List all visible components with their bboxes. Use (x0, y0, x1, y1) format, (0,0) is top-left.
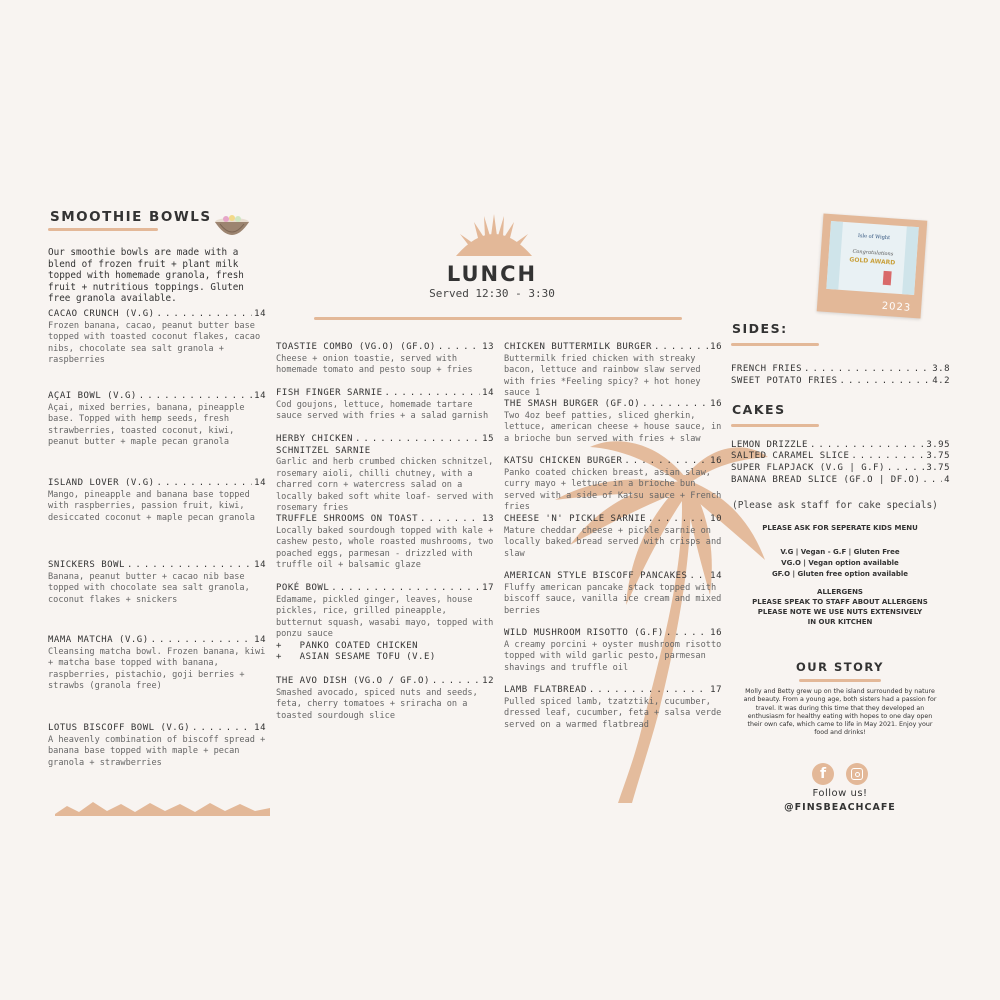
menu-item (731, 364, 950, 376)
menu-item-name-row (731, 376, 950, 388)
menu-item-description: Açai, mixed berries, banana, pineapple base. Topped with hemp seeds, fresh strawberries, toasted coconut, kiwi, peanut butter + maple pecan granola (48, 402, 245, 447)
menu-item-name-row (504, 685, 722, 697)
dot-leader (157, 478, 253, 490)
menu-item (731, 451, 950, 463)
menu-item-name: KATSU CHICKEN BURGER (504, 456, 623, 466)
allergens-line-3: IN OUR KITCHEN (807, 618, 873, 626)
smoothie-title: SMOOTHIE BOWLS (50, 209, 212, 225)
lunch-served: Served 12:30 - 3:30 (429, 287, 555, 300)
story-text: Molly and Betty grew up on the island surrounded by nature and beauty. From a young age, both sisters had a passion for travel. It was during this time that they developed an enthusiasm for healthy eating with hopes to one day open their own cafe, which came to life in May 2021. Enjoy your food and drinks! (743, 688, 937, 737)
menu-item (276, 342, 494, 377)
follow-us-text: Follow us! (812, 788, 868, 799)
menu-item-price: 12 (482, 676, 494, 686)
menu-item-price: 4 (944, 475, 950, 485)
menu-item-name: SALTED CARAMEL SLICE (731, 451, 850, 461)
menu-item-price: 15 (482, 434, 494, 444)
menu-item-extra: + PANKO COATED CHICKEN (276, 640, 419, 651)
menu-item-name-row (48, 309, 266, 321)
menu-item (48, 309, 266, 367)
menu-item-description: A heavenly combination of biscoff spread + banana base topped with maple + pecan granola + strawberries (48, 734, 266, 768)
kids-menu-note: PLEASE ASK FOR SEPERATE KIDS MENU (762, 524, 918, 532)
menu-item-description: Pulled spiced lamb, tzatztiki, cucumber, dressed leaf, cucumber, feta + salsa verde served on a warmed flatbread (504, 696, 722, 730)
menu-item-name: SUPER FLAPJACK (V.G | G.F) (731, 463, 885, 473)
menu-item-name: SWEET POTATO FRIES (731, 376, 838, 386)
dot-leader (851, 451, 924, 463)
menu-item (276, 434, 494, 515)
menu-item-name: WILD MUSHROOM RISOTTO (G.F) (504, 628, 664, 638)
menu-item-name-row (504, 456, 722, 468)
menu-item-name: TOASTIE COMBO (VG.O) (GF.O) (276, 342, 436, 352)
dot-leader (642, 399, 708, 411)
menu-item-description: Mature cheddar cheese + pickle sarnie on locally baked bread served with crisps and slaw (504, 525, 722, 559)
sun-icon (452, 212, 536, 258)
menu-item-price: 14 (254, 723, 266, 733)
menu-item-name-row (276, 434, 494, 446)
menu-item-name-row (276, 583, 494, 595)
dot-leader (355, 434, 480, 446)
menu-item (504, 399, 722, 445)
menu-item-description: Fluffy american pancake stack topped with biscoff sauce, vanilla ice cream and mixed berries (504, 582, 722, 616)
menu-item (276, 514, 494, 572)
menu-item-name-row (504, 571, 722, 583)
smoothie-underline (48, 228, 158, 231)
allergens-heading: ALLERGENS (817, 588, 863, 596)
award-line2: Congratulations (852, 248, 894, 258)
menu-item-name: CHEESE 'N' PICKLE SARNIE (504, 514, 647, 524)
menu-item-name-row (276, 514, 494, 526)
award-certificate (826, 221, 919, 295)
menu-item-price: 14 (710, 571, 722, 581)
dot-leader (385, 388, 481, 400)
menu-item-price: 13 (482, 342, 494, 352)
menu-item-price: 3.8 (932, 364, 950, 374)
menu-item (48, 723, 266, 769)
smoothie-intro: Our smoothie bowls are made with a blend of frozen fruit + plant milk topped with homemade granola, fresh fruit + nutritious toppings. Gluten free granola available. (48, 247, 244, 304)
menu-item-price: 17 (482, 583, 494, 593)
menu-item-name: HERBY CHICKEN (276, 434, 353, 444)
menu-item (504, 628, 722, 674)
sides-title: SIDES: (732, 321, 788, 336)
mountain-decoration (55, 798, 270, 818)
menu-item (731, 376, 950, 388)
menu-item (504, 685, 722, 731)
menu-item-description: Two 4oz beef patties, sliced gherkin, lettuce, american cheese + house sauce, in a brioche bun served with fries + slaw (504, 410, 722, 444)
dietary-key-1: V.G | Vegan - G.F | Gluten Free (780, 548, 900, 556)
menu-item-description: Cheese + onion toastie, served with homemade tomato and pesto soup + fries (276, 353, 473, 375)
award-polaroid (817, 213, 928, 318)
dot-leader (887, 463, 924, 475)
dietary-key-2: VG.O | Vegan option available (781, 559, 899, 567)
menu-item-name-row (276, 342, 494, 354)
menu-item-name-row (48, 723, 266, 735)
menu-item (731, 440, 950, 452)
menu-item-name: LAMB FLATBREAD (504, 685, 587, 695)
menu-item-name-row (731, 463, 950, 475)
menu-item-price: 3.75 (926, 463, 950, 473)
menu-item-price: 16 (710, 456, 722, 466)
menu-item-name-row (276, 676, 494, 688)
menu-item-name: BANANA BREAD SLICE (GF.O | DF.O) (731, 475, 921, 485)
instagram-icon[interactable] (846, 763, 868, 785)
menu-item-name-row (731, 364, 950, 376)
menu-item-name: AÇAI BOWL (V.G) (48, 391, 137, 401)
menu-item-name-row (731, 475, 950, 487)
menu-item-price: 3.75 (926, 451, 950, 461)
menu-item-description: Smashed avocado, spiced nuts and seeds, feta, cherry tomatoes + sriracha on a toasted sourdough slice (276, 687, 478, 721)
menu-item-price: 14 (254, 309, 266, 319)
menu-item-name: TRUFFLE SHROOMS ON TOAST (276, 514, 419, 524)
menu-item-name: LEMON DRIZZLE (731, 440, 808, 450)
dot-leader (589, 685, 708, 697)
menu-item-description: Panko coated chicken breast, asian slaw, curry mayo + lettuce in a brioche bun served with a side of Katsu sauce + French fries (504, 467, 722, 512)
menu-item-name: FRENCH FRIES (731, 364, 803, 374)
menu-item-name: ISLAND LOVER (V.G) (48, 478, 155, 488)
menu-item-price: 3.95 (926, 440, 950, 450)
menu-item-price: 14 (254, 560, 266, 570)
menu-item-name: SNICKERS BOWL (48, 560, 125, 570)
dot-leader (438, 342, 480, 354)
menu-item-price: 14 (482, 388, 494, 398)
menu-item-name-row (48, 560, 266, 572)
dot-leader (139, 391, 252, 403)
dot-leader (127, 560, 252, 572)
menu-item-name-row (504, 628, 722, 640)
menu-item-name-row (48, 391, 266, 403)
dot-leader (654, 342, 708, 354)
dot-leader (420, 514, 480, 526)
dot-leader (804, 364, 930, 376)
menu-item-price: 14 (254, 478, 266, 488)
story-underline (799, 679, 881, 682)
menu-item-name-row (48, 635, 266, 647)
menu-item-name: FISH FINGER SARNIE (276, 388, 383, 398)
menu-item-name: POKÉ BOWL (276, 583, 330, 593)
menu-item-price: 4.2 (932, 376, 950, 386)
menu-item-name-row (731, 440, 950, 452)
menu-item-price: 17 (710, 685, 722, 695)
menu-item (504, 342, 722, 400)
menu-item (48, 391, 266, 449)
menu-item-name: AMERICAN STYLE BISCOFF PANCAKES (504, 571, 688, 581)
menu-item-name-row (504, 514, 722, 526)
allergens-line-1: PLEASE SPEAK TO STAFF ABOUT ALLERGENS (752, 598, 928, 606)
menu-item-description: Cod goujons, lettuce, homemade tartare sauce served with fries + a salad garnish (276, 399, 489, 421)
dot-leader (922, 475, 942, 487)
menu-item-description: A creamy porcini + oyster mushroom risotto topped with wild garlic pesto, parmesan shavings and truffle oil (504, 639, 722, 673)
cakes-title: CAKES (732, 402, 786, 417)
menu-item (48, 635, 266, 693)
menu-item-description: Banana, peanut butter + cacao nib base topped with chocolate sea salt granola, coconut flakes + snickers (48, 571, 250, 605)
menu-item-name: THE AVO DISH (VG.O / GF.O) (276, 676, 430, 686)
sides-underline (731, 343, 819, 346)
menu-item (504, 571, 722, 617)
menu-item-name-row (731, 451, 950, 463)
smoothie-bowl-icon (212, 210, 252, 242)
menu-item-description: Garlic and herb crumbed chicken schnitzel, rosemary aioli, chilli chutney, with a charred corn + watercress salad on a locally baked soft white loaf- served with rosemary fries (276, 457, 494, 513)
dot-leader (810, 440, 924, 452)
award-year: 2023 (881, 300, 912, 314)
menu-item (48, 560, 266, 606)
menu-item-price: 10 (710, 514, 722, 524)
menu-item (504, 514, 722, 560)
menu-item-name-row (504, 342, 722, 354)
award-line3: GOLD AWARD (849, 256, 896, 267)
social-handle[interactable]: @FINSBEACHCAFE (784, 802, 896, 813)
menu-item (48, 478, 266, 524)
dietary-key-3: GF.O | Gluten free option available (771, 570, 909, 578)
menu-item-price: 13 (482, 514, 494, 524)
menu-item-description: Edamame, pickled ginger, leaves, house pickles, rice, grilled pineapple, butternut squash, wasabi mayo, topped with ponzu sauce (276, 594, 494, 639)
menu-item-name-line-2: SCHNITZEL SARNIE (276, 445, 371, 456)
menu-item-description: Buttermilk fried chicken with streaky bacon, lettuce and rainbow slaw served with fries *Feeling spicy? + hot honey sauce 1 (504, 353, 701, 398)
menu-item (731, 475, 950, 487)
menu-item-price: 16 (710, 628, 722, 638)
menu-item-name: MAMA MATCHA (V.G) (48, 635, 149, 645)
menu-item-description: Frozen banana, cacao, peanut butter base topped with toasted coconut flakes, cacao nibs, chocolate sea salt granola + raspberries (48, 320, 261, 365)
menu-item-price: 14 (254, 391, 266, 401)
dot-leader (689, 571, 708, 583)
story-title: OUR STORY (796, 660, 884, 674)
menu-item (504, 456, 722, 514)
lunch-underline (314, 317, 682, 320)
dot-leader (648, 514, 708, 526)
dot-leader (666, 628, 708, 640)
menu-item-price: 16 (710, 342, 722, 352)
menu-item-description: Cleansing matcha bowl. Frozen banana, kiwi + matcha base topped with banana, raspberries, pistachio, goji berries + strawbs (granola free) (48, 646, 266, 691)
cakes-note: (Please ask staff for cake specials) (732, 500, 938, 511)
facebook-icon[interactable]: f (812, 763, 834, 785)
menu-item-name: THE SMASH BURGER (GF.O) (504, 399, 641, 409)
dot-leader (432, 676, 480, 688)
menu-item (276, 583, 494, 664)
menu-item-description: Mango, pineapple and banana base topped with raspberries, passion fruit, kiwi, desiccated coconut + maple pecan granola (48, 489, 255, 523)
dot-leader (151, 635, 253, 647)
award-line1: Isle of Wight (857, 232, 891, 242)
dot-leader (192, 723, 252, 735)
allergens-line-2: PLEASE NOTE WE USE NUTS EXTENSIVELY (757, 608, 923, 616)
lunch-title: LUNCH (446, 262, 538, 286)
menu-item-name-row (48, 478, 266, 490)
menu-item-name: LOTUS BISCOFF BOWL (V.G) (48, 723, 191, 733)
menu-item (276, 676, 494, 722)
menu-item-name: CACAO CRUNCH (V.G) (48, 309, 155, 319)
dot-leader (157, 309, 253, 321)
dot-leader (840, 376, 931, 388)
menu-item-name-row (504, 399, 722, 411)
menu-item-name-row (276, 388, 494, 400)
menu-item-extra: + ASIAN SESAME TOFU (V.E) (276, 652, 436, 662)
menu-item (731, 463, 950, 475)
menu-item (276, 388, 494, 423)
dot-leader (331, 583, 480, 595)
dot-leader (624, 456, 708, 468)
menu-item-name: CHICKEN BUTTERMILK BURGER (504, 342, 652, 352)
menu-item-price: 14 (254, 635, 266, 645)
cakes-underline (731, 424, 819, 427)
menu-item-description: Locally baked sourdough topped with kale + cashew pesto, whole roasted mushrooms, two poached eggs, parmesan - drizzled with truffle oil + balsamic glaze (276, 525, 494, 570)
menu-item-price: 16 (710, 399, 722, 409)
